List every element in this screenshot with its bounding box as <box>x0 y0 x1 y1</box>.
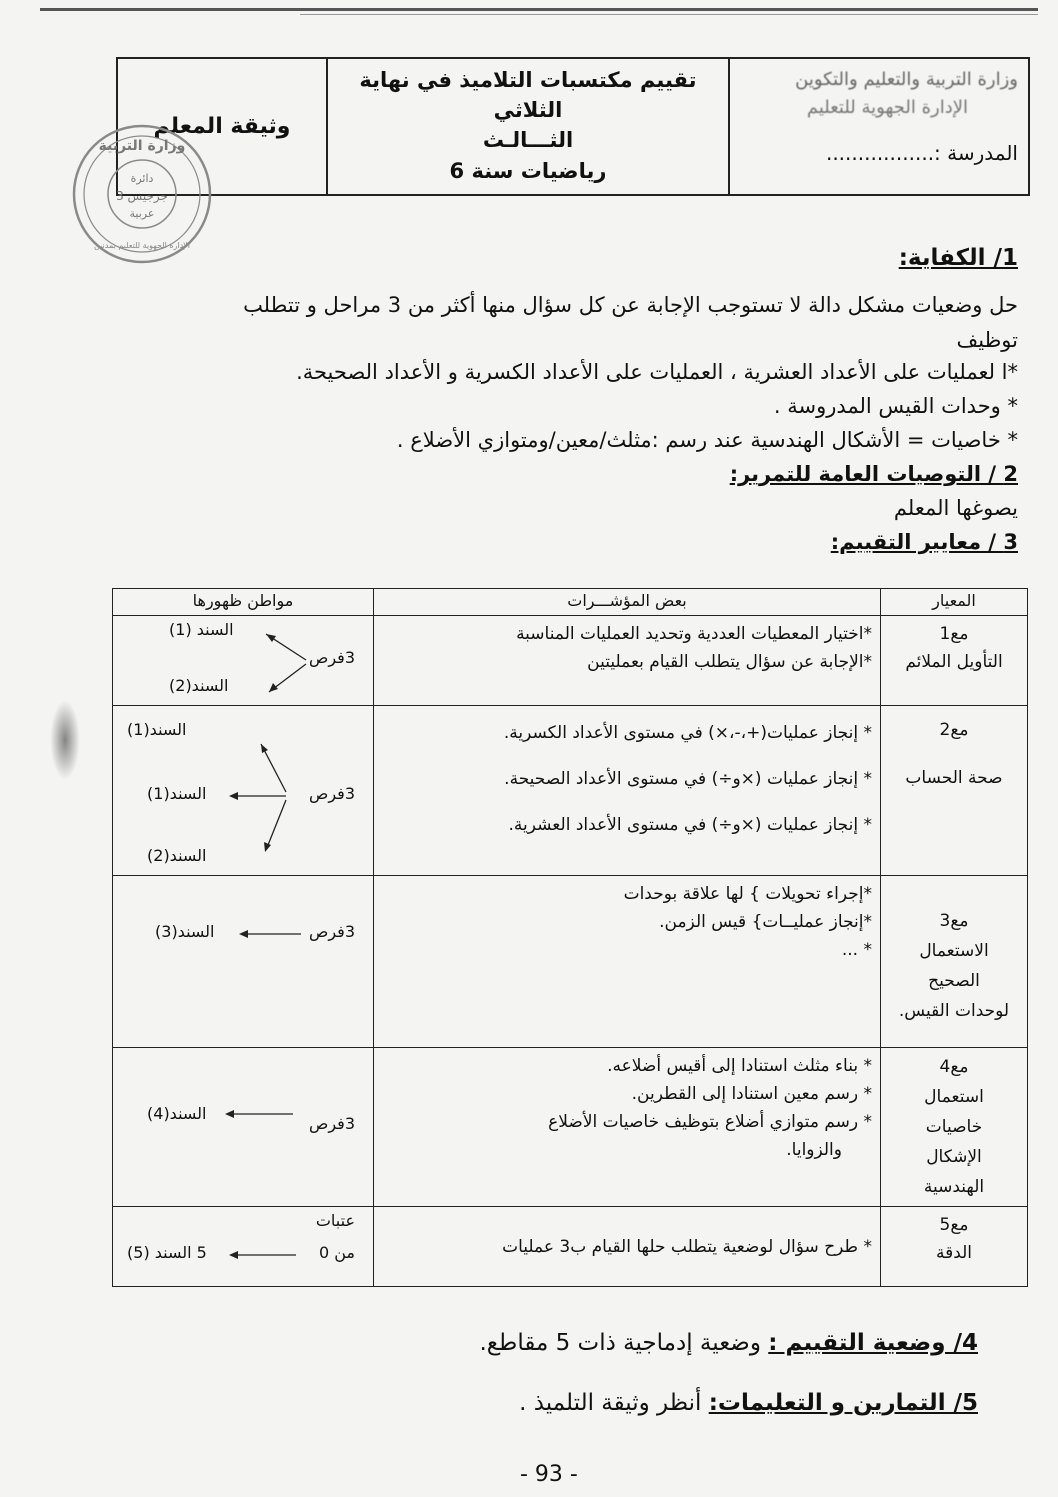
locations-cell <box>113 706 374 876</box>
table-row <box>113 706 1028 876</box>
criterion-name: التأويل الملائم <box>905 652 1003 672</box>
from-label: من 0 <box>318 1243 355 1262</box>
competence-line-1: حل وضعيات مشكل دالة لا تستوجب الإجابة عن كل سؤال منها أكثر من 3 مراحل و تتطلب <box>243 293 1018 317</box>
indicator: * إنجاز عمليات(+،-،×) في مستوى الأعداد الكسرية. <box>503 723 872 743</box>
competence-heading: 1/ الكفاية: <box>898 245 1018 271</box>
chances-label: 3فرص <box>308 922 355 941</box>
stamp-text-inner-2: جرجيس 3 <box>116 189 168 203</box>
top-border-line <box>40 8 1038 11</box>
title-line-3: رياضيات سنة 6 <box>449 159 607 183</box>
support-label: السند(1) <box>127 720 187 739</box>
criterion-name-line: لوحدات القيس. <box>898 1001 1010 1021</box>
indicator: * طرح سؤال لوضعية يتطلب حلها القيام ب3 عمليات <box>502 1237 872 1257</box>
indicator: *الإجابة عن سؤال يتطلب القيام بعمليتين <box>587 652 872 672</box>
exercises-label: 5/ التمارين و التعليمات: <box>708 1390 978 1416</box>
indicators-cell <box>374 1207 881 1287</box>
indicator: * إنجاز عمليات (×و÷) في مستوى الأعداد العشرية. <box>508 815 872 835</box>
document-header <box>116 57 1030 196</box>
col-locations: مواطن ظهورها <box>113 589 374 616</box>
competence-item-1: *ا لعمليات على الأعداد العشرية ، العمليات على الأعداد الكسرية و الأعداد الصحيحة. <box>296 360 1018 384</box>
locations-cell <box>113 876 374 1048</box>
school-field: المدرسة :................. <box>825 141 1018 165</box>
indicator: * إنجاز عمليات (×و÷) في مستوى الأعداد الصحيحة. <box>504 769 872 789</box>
indicators-cell <box>374 876 881 1048</box>
criteria-heading: 3 / معايير التقييم: <box>830 530 1018 554</box>
locations-cell <box>113 616 374 706</box>
indicator: *اختيار المعطيات العددية وتحديد العمليات المناسبة <box>516 624 872 644</box>
table-header-row <box>113 589 1028 616</box>
criterion-code: مع1 <box>939 624 969 644</box>
chances-label: 3فرص <box>308 648 355 667</box>
page-number: - 93 - <box>520 1462 578 1487</box>
situation-label: 4/ وضعية التقييم : <box>768 1330 978 1356</box>
chances-label: 3فرص <box>308 1114 355 1133</box>
chances-label: 3فرص <box>308 784 355 803</box>
indicator: *إجراء تحويلات } لها علاقة بوحدات <box>623 884 872 904</box>
recommendations-text: يصوغها المعلم <box>893 496 1018 520</box>
indicator: *إنجاز عمليــات} قيس الزمن. <box>659 912 872 932</box>
table-row <box>113 876 1028 1048</box>
criterion-cell <box>881 616 1028 706</box>
competence-item-2: * وحدات القيس المدروسة . <box>773 394 1018 418</box>
criterion-cell <box>881 706 1028 876</box>
criterion-name-line: الإشكال <box>926 1147 982 1167</box>
indicator: * ... <box>841 940 872 960</box>
col-indicators: بعض المؤشـــرات <box>374 589 881 616</box>
criterion-name-line: استعمال <box>924 1087 984 1107</box>
criterion-cell <box>881 1048 1028 1207</box>
support-label: السند(2) <box>147 846 207 865</box>
indicators-cell <box>374 706 881 876</box>
criterion-name: الدقة <box>935 1243 973 1263</box>
indicator: * رسم متوازي أضلاع بتوظيف خاصيات الأضلاع <box>548 1112 872 1132</box>
indicators-cell <box>374 1048 881 1207</box>
support-label: السند(1) <box>147 784 207 803</box>
criterion-code: مع2 <box>939 720 969 740</box>
competence-line-2: توظيف <box>956 328 1018 352</box>
situation-text: وضعية إدماجية ذات 5 مقاطع. <box>479 1330 761 1356</box>
steps-label: عتبات <box>315 1211 355 1230</box>
criterion-cell <box>881 1207 1028 1287</box>
top-border-line-thin <box>300 14 1038 15</box>
criterion-name-line: الهندسية <box>923 1177 985 1197</box>
competence-item-3: * خاصيات = الأشكال الهندسية عند رسم :مثلث/معين/ومتوازي الأضلاع . <box>396 428 1018 452</box>
title-line-1: تقييم مكتسبات التلاميذ في نهاية الثلاثي <box>359 68 697 122</box>
situation-line <box>479 1330 978 1356</box>
title-line-2: الثـــالـث <box>482 128 574 152</box>
indicator: والزوايا. <box>786 1140 842 1160</box>
table-row <box>113 616 1028 706</box>
stamp-text-outer: وزارة التربية <box>98 138 186 154</box>
criterion-code: مع4 <box>939 1057 969 1077</box>
criterion-cell <box>881 876 1028 1048</box>
exercises-text: أنظر وثيقة التلميذ . <box>519 1390 702 1416</box>
stamp-text-inner-3: عربية <box>129 207 155 220</box>
criterion-name: صحة الحساب <box>905 768 1003 788</box>
stamp-text-inner-1: دائرة <box>130 172 154 185</box>
table-row <box>113 1207 1028 1287</box>
support-label: السند (1) <box>169 620 234 639</box>
stamp-text-bottom: الإدارة الجهوية للتعليم بمدنين <box>94 241 190 250</box>
support-label: السند(2) <box>169 676 229 695</box>
criterion-code: مع5 <box>939 1215 969 1235</box>
indicators-cell <box>374 616 881 706</box>
ministry-line-2: الإدارة الجهوية للتعليم <box>806 97 968 118</box>
recommendations-heading: 2 / التوصيات العامة للتمرير: <box>729 462 1018 486</box>
indicator: * رسم معين استنادا إلى القطرين. <box>631 1084 872 1104</box>
locations-cell <box>113 1207 374 1287</box>
support-label: 5 السند (5) <box>127 1243 207 1262</box>
criteria-table <box>112 588 1028 1287</box>
support-label: السند(3) <box>155 922 215 941</box>
ministry-line-1: وزارة التربية والتعليم والتكوين <box>795 69 1018 90</box>
support-label: السند(4) <box>147 1104 207 1123</box>
exercises-line <box>519 1390 978 1416</box>
table-row <box>113 1048 1028 1207</box>
title-cell <box>326 59 728 194</box>
criterion-name-line: خاصيات <box>925 1117 983 1137</box>
official-stamp-seal <box>70 122 215 267</box>
locations-cell <box>113 1048 374 1207</box>
criterion-name-line: الصحيح <box>928 971 980 991</box>
school-cell <box>728 59 1028 194</box>
col-criterion: المعيار <box>881 589 1028 616</box>
scan-shadow <box>50 700 80 780</box>
doc-label: وثيقة المعلم <box>153 114 291 139</box>
criterion-name-line: الاستعمال <box>919 941 989 961</box>
indicator: * بناء مثلث استنادا إلى أقيس أضلاعه. <box>607 1056 872 1076</box>
criterion-code: مع3 <box>939 911 969 931</box>
